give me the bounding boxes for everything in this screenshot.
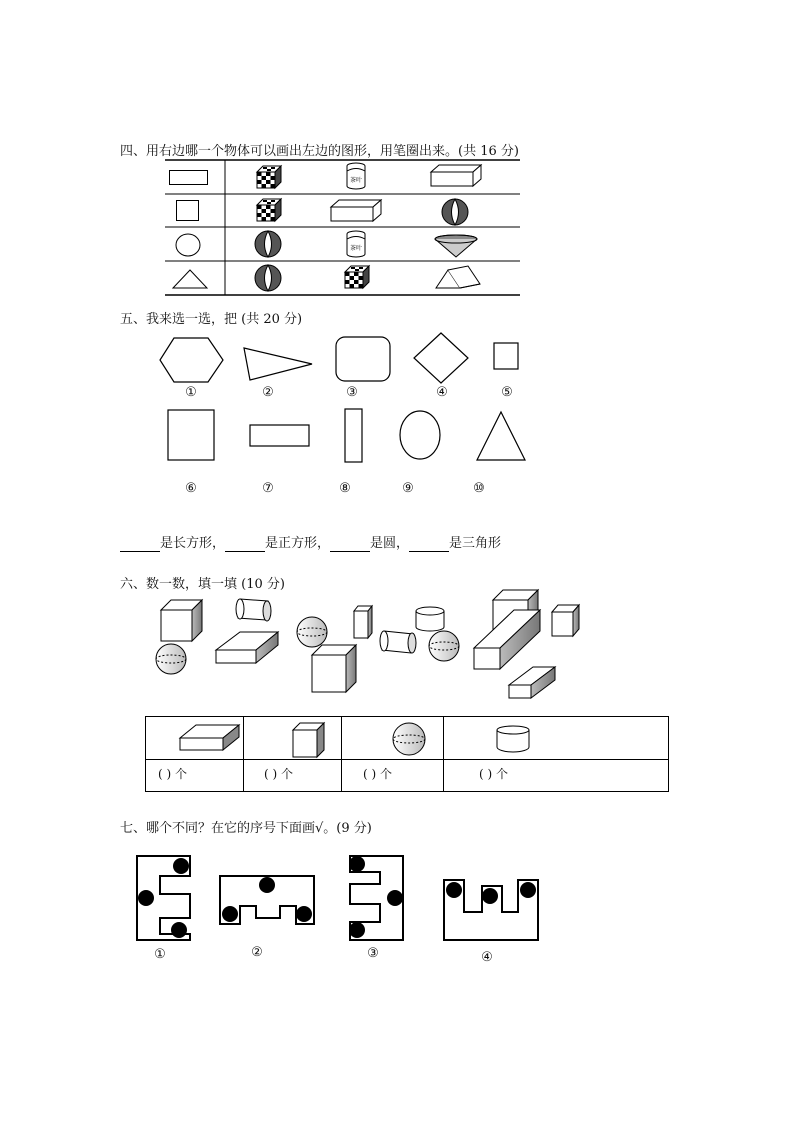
shape-label-10: ⑩	[473, 481, 485, 496]
square-text: 是正方形，	[265, 536, 331, 551]
section4-heading: 四、用右边哪一个物体可以画出左边的图形，用笔圈出来。(共 16 分)	[120, 144, 519, 159]
figure-4	[444, 880, 538, 940]
cube-count[interactable]: ( ) 个	[264, 767, 293, 781]
shape-label-9: ⑨	[402, 481, 414, 496]
cuboid-count[interactable]: ( ) 个	[158, 767, 187, 781]
figure-label-3[interactable]: ③	[367, 946, 379, 961]
tea-label: 茶叶	[349, 245, 363, 252]
figure-label-2[interactable]: ②	[251, 945, 263, 960]
triangle-text: 是三角形	[449, 536, 502, 551]
rect-text: 是长方形，	[160, 536, 226, 551]
figure-2	[220, 876, 314, 924]
figure-3	[349, 856, 403, 940]
shape-label-7: ⑦	[262, 481, 274, 496]
section7-heading: 七、哪个不同？在它的序号下面画√。(9 分)	[120, 821, 372, 836]
section6-heading: 六、数一数，填一填 (10 分)	[120, 577, 285, 592]
shape-label-8: ⑧	[339, 481, 351, 496]
circle-text: 是圆，	[370, 536, 410, 551]
shape-label-3: ③	[346, 385, 358, 400]
shape-label-4: ④	[436, 385, 448, 400]
shape-label-1: ①	[185, 385, 197, 400]
cylinder-count[interactable]: ( ) 个	[479, 767, 508, 781]
figure-1	[137, 856, 190, 940]
section5-heading: 五、我来选一选，把 (共 20 分)	[120, 312, 303, 327]
sphere-count[interactable]: ( ) 个	[363, 767, 392, 781]
tea-label: 茶叶	[349, 177, 363, 184]
figure-label-1[interactable]: ①	[154, 947, 166, 962]
shape-label-5: ⑤	[501, 385, 513, 400]
shape-label-6: ⑥	[185, 481, 197, 496]
shape-label-2: ②	[262, 385, 274, 400]
figure-label-4[interactable]: ④	[481, 950, 493, 965]
